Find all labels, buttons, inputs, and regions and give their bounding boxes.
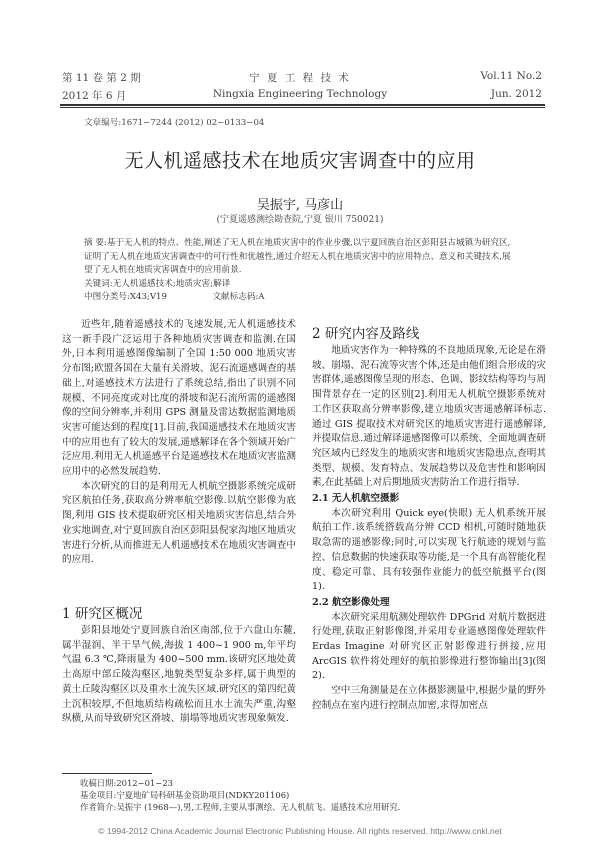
footnote-rule xyxy=(62,773,152,774)
journal-name-en: Ningxia Engineering Technology xyxy=(212,88,388,100)
date-cn: 2012 年 6 月 xyxy=(62,90,127,102)
copyright-notice: © 1994-2012 China Academic Journal Electronic Publishing House. All rights reserved. http://www.cnki.net xyxy=(98,826,502,836)
author-bio: 作者简介:吴振宇 (1968—),男,工程师,主要从事测绘、无人机航飞、遥感技术应用研究. xyxy=(80,802,401,812)
intro-paragraph-1: 近些年,随着遥感技术的飞速发展,无人机遥感技术这一新手段广泛运用于各种地质灾害调查和监测.在国外,日本利用遥感图像编制了全国 1:50 000 地质灾害分布图;欧盟各国在大量有关滑坡、泥石流遥感调查的基础上,对遥感技术方法进行了系统总结,指出了识别不同规模、不同亮度或对比度的滑坡和泥石流所需的遥感图像的空间分辨率,并利用 GPS 测量及雷达数据监测地质灾害可能达到的程度[1].目前,我国遥感技术在地质灾害中的应用也有了较大的发展,遥感解译在各个领域开始广泛应用.利用无人机遥感平台是遥感技术在地质灾害监测应用中的必然发展趋势. xyxy=(62,319,296,478)
keywords: 关键词:无人机遥感技术;地质灾害;解译 xyxy=(84,278,231,289)
classification-line xyxy=(84,291,514,305)
header-rule-thin xyxy=(60,107,545,108)
received-date: 收稿日期:2012−01−23 xyxy=(80,778,173,788)
subsection-2-2-paragraph-2: 空中三角测量是在立体摄影测量中,根据少量的野外控制点在室内进行控制点加密,求得加密点 xyxy=(312,685,546,711)
intro-paragraph-2: 本次研究的目的是利用无人机航空摄影系统完成研究区航拍任务,获取高分辨率航空影像.以航空影像为底图,利用 GIS 技术提取研究区相关地质灾害信息,结合外业实地调查,对宁夏回族自治区彭阳县倪家沟地区地质灾害进行分析,从而推进无人机遥感技术在地质灾害调查中的应用. xyxy=(62,480,296,566)
left-column xyxy=(62,318,296,568)
document-code: 文献标志码:A xyxy=(212,292,265,302)
section-2-paragraph: 地质灾害作为一种特殊的不良地质现象,无论是在滑坡、崩塌、泥石流等灾害个体,还是由他们组合形成的灾害群体,遥感图像呈现的形态、色调、影纹结构等均与周围背景存在一定的区别[2].利用无人机航空摄影系统对工作区获取高分辨率影像,建立地质灾害遥感解译标志.通过 GIS 提取技术对研究区的地质灾害进行遥感解译,并提取信息.通过解译遥感图像可以系统、全面地调查研究区域内已经发生的地质灾害和地质灾害隐患点,查明其类型、规模、发育特点、发展趋势以及危害性和影响因素,在此基础上对后期地质灾害防治工作进行指导. xyxy=(312,345,546,489)
header-rule xyxy=(60,104,545,106)
classification: 中图分类号:X43;V19 xyxy=(84,292,167,302)
fund-info: 基金项目:宁夏地矿局科研基金资助项目(NDKY201106) xyxy=(80,790,290,800)
subsection-2-1-title: 2.1 无人机航空摄影 xyxy=(312,493,400,505)
authors: 吴振宇, 马彦山 xyxy=(256,198,344,213)
section-1-paragraph: 彭阳县地处宁夏回族自治区南部,位于六盘山东麓,属半湿润、半干旱气候,海拔 1 400~1 900 m,年平均气温 6.3 ℃,降雨量为 400~500 mm.该研究区地处黄土高原中部丘陵沟壑区,地貌类型复杂多样,属于典型的黄土丘陵沟壑区以及重水土流失区域.研究区的第四纪黄土沉积较厚,不但地质结构疏松而且水土流失严重,沟壑纵横,从而导致研究区滑坡、崩塌等地质灾害现象频发. xyxy=(62,625,296,725)
section-2-title: 2 研究内容及路线 xyxy=(312,326,420,342)
section-1-title: 1 研究区概况 xyxy=(62,606,143,622)
right-column xyxy=(312,344,546,714)
subsection-2-2-title: 2.2 航空影像处理 xyxy=(312,596,390,608)
section-1-body xyxy=(62,624,296,727)
paper-title: 无人机遥感技术在地质灾害调查中的应用 xyxy=(124,150,476,172)
affiliation: (宁夏遥感测绘勘查院,宁夏 银川 750021) xyxy=(216,215,384,225)
subsection-2-1-paragraph: 本次研究利用 Quick eye(快眼) 无人机系统开展航拍工作.该系统搭载高分辨 CCD 相机,可随时随地获取急需的遥感影像;同时,可以实现飞行航迹的规划与监控、信息数据的快速获取等功能,是一个具有高智能化程度、稳定可靠、具有较强作业能力的低空航摄平台(图 1). xyxy=(312,507,546,593)
abstract: 摘 要:基于无人机的特点、性能,阐述了无人机在地质灾害中的作业步骤,以宁夏回族自治区彭阳县古城镇为研究区,证明了无人机在地质灾害调查中的可行性和优越性,通过介绍无人机在地质灾害中的应用特点、意义和关键技术,展望了无人机在地质灾害调查中的应用前景. xyxy=(84,238,511,275)
volume-en: Vol.11 No.2 xyxy=(480,70,542,82)
footnote xyxy=(80,777,550,813)
abstract-block xyxy=(84,237,514,305)
article-id: 文章编号:1671−7244 (2012) 02−0133−04 xyxy=(84,118,265,128)
journal-name-cn: 宁 夏 工 程 技 术 xyxy=(249,72,351,84)
issue-label: 第 11 卷 第 2 期 xyxy=(62,72,141,84)
subsection-2-2-paragraph: 本次研究采用航测处理软件 DPGrid 对航片数据进行处理,获取正射影像图,并采用专业遥感图像处理软件 Erdas Imagine 对研究区正射影像进行拼接,应用 ArcGIS 软件将处理好的航拍影像进行整饰输出[3](图 2). xyxy=(312,611,546,682)
date-en: Jun. 2012 xyxy=(490,88,542,100)
